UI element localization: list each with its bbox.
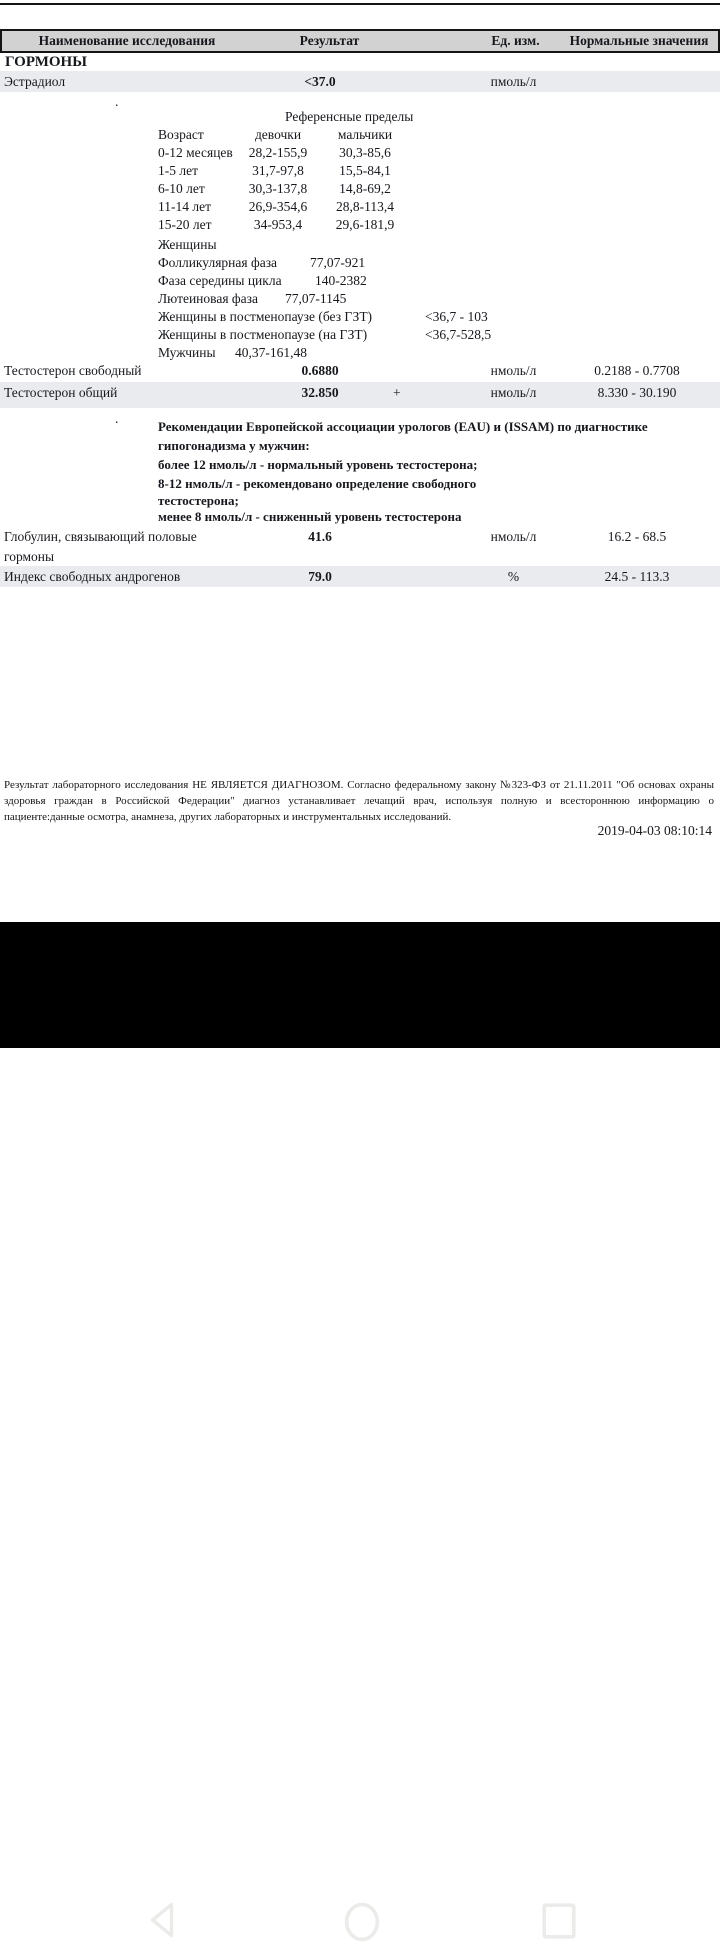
comment-dot: . xyxy=(115,94,119,109)
recommendation-line: тестостерона; xyxy=(158,493,239,508)
section-title-hormones: ГОРМОНЫ xyxy=(5,54,87,70)
row-name: Тестостерон общий xyxy=(4,385,118,400)
row-estradiol xyxy=(0,71,720,92)
row-normal: 24.5 - 113.3 xyxy=(604,569,670,584)
recommendation-line: Рекомендации Европейской ассоциации урологов (EAU) и (ISSAM) по диагностике xyxy=(158,419,648,434)
row-name-line2: гормоны xyxy=(4,549,55,564)
row-name: Эстрадиол xyxy=(4,74,66,89)
row-normal: 8.330 - 30.190 xyxy=(597,385,677,400)
row-result: 32.850 xyxy=(301,385,339,400)
home-icon xyxy=(343,1902,381,1942)
recommendation-block xyxy=(0,408,720,526)
row-normal: 0.2188 - 0.7708 xyxy=(594,363,680,378)
row-shbg xyxy=(0,526,720,566)
age-table-row: 11-14 лет 26,9-354,6 28,8-113,4 xyxy=(158,199,394,214)
row-name: Тестостерон свободный xyxy=(4,363,142,378)
row-unit: пмоль/л xyxy=(490,74,537,89)
row-result: 41.6 xyxy=(308,529,332,544)
men-row: Мужчины 40,37-161,48 xyxy=(158,345,307,360)
results-table-header xyxy=(0,29,720,53)
row-unit: нмоль/л xyxy=(490,529,537,544)
android-navbar xyxy=(0,922,720,1048)
comment-dot: . xyxy=(115,411,119,426)
header-col-normal: Нормальные значения xyxy=(569,33,709,48)
abnormal-flag: + xyxy=(393,385,401,400)
age-table-header: Возраст девочки мальчики xyxy=(158,127,393,142)
recommendation-line: 8-12 нмоль/л - рекомендовано определение свободного xyxy=(158,476,477,491)
women-row: Женщины в постменопаузе (без ГЗТ) <36,7 - 103 xyxy=(158,309,488,324)
row-unit: нмоль/л xyxy=(490,385,537,400)
women-row: Фолликулярная фаза 77,07-921 xyxy=(158,255,366,270)
footer-timestamp: 2019-04-03 08:10:14 xyxy=(597,823,712,838)
women-row: Фаза середины цикла 140-2382 xyxy=(158,273,367,288)
row-result: 0.6880 xyxy=(301,363,339,378)
recents-button[interactable] xyxy=(542,1903,576,1939)
row-unit: % xyxy=(507,569,520,584)
row-result: 79.0 xyxy=(308,569,332,584)
row-testosterone-free xyxy=(0,360,720,382)
estradiol-reference-block xyxy=(0,92,720,364)
reference-title: Референсные пределы xyxy=(285,109,414,124)
row-result: <37.0 xyxy=(304,74,336,89)
recommendation-line: более 12 нмоль/л - нормальный уровень тестостерона; xyxy=(158,457,478,472)
age-table-row: 6-10 лет 30,3-137,8 14,8-69,2 xyxy=(158,181,391,196)
row-name: Индекс свободных андрогенов xyxy=(4,569,181,584)
women-row: Женщины в постменопаузе (на ГЗТ) <36,7-528,5 xyxy=(158,327,492,342)
row-unit: нмоль/л xyxy=(490,363,537,378)
age-table-row: 0-12 месяцев 28,2-155,9 30,3-85,6 xyxy=(158,145,391,160)
home-button[interactable] xyxy=(343,1902,381,1942)
back-icon xyxy=(144,1900,184,1940)
recommendation-line: гипогонадизма у мужчин: xyxy=(158,438,310,453)
row-testosterone-total xyxy=(0,382,720,408)
recents-icon xyxy=(542,1903,576,1939)
footer-disclaimer: Результат лабораторного исследования НЕ ЯВЛЯЕТСЯ ДИАГНОЗОМ. Согласно федеральному закону №323-ФЗ от 21.11.2011 "Об основах охраны здоровья граждан в Российской Федерации" диагноз устанавливает лечащий врач, используя полную и всестороннюю информацию о пациенте:данные осмотра, анамнеза, других лабораторных и инструментальных исследований. xyxy=(4,779,714,824)
row-normal: 16.2 - 68.5 xyxy=(607,529,667,544)
age-table-row: 15-20 лет 34-953,4 29,6-181,9 xyxy=(158,217,395,232)
age-table-row: 1-5 лет 31,7-97,8 15,5-84,1 xyxy=(158,163,391,178)
top-rule xyxy=(0,3,720,5)
header-col-unit: Ед. изм. xyxy=(491,33,540,48)
row-free-androgen-index xyxy=(0,566,720,587)
back-button[interactable] xyxy=(144,1900,184,1940)
row-name: Глобулин, связывающий половые xyxy=(4,529,197,544)
header-col-name: Наименование исследования xyxy=(38,33,216,48)
women-label: Женщины xyxy=(158,237,217,252)
recommendation-line: менее 8 нмоль/л - сниженный уровень тестостерона xyxy=(158,509,462,524)
header-col-result: Результат xyxy=(299,33,360,48)
women-row: Лютеиновая фаза 77,07-1145 xyxy=(158,291,347,306)
